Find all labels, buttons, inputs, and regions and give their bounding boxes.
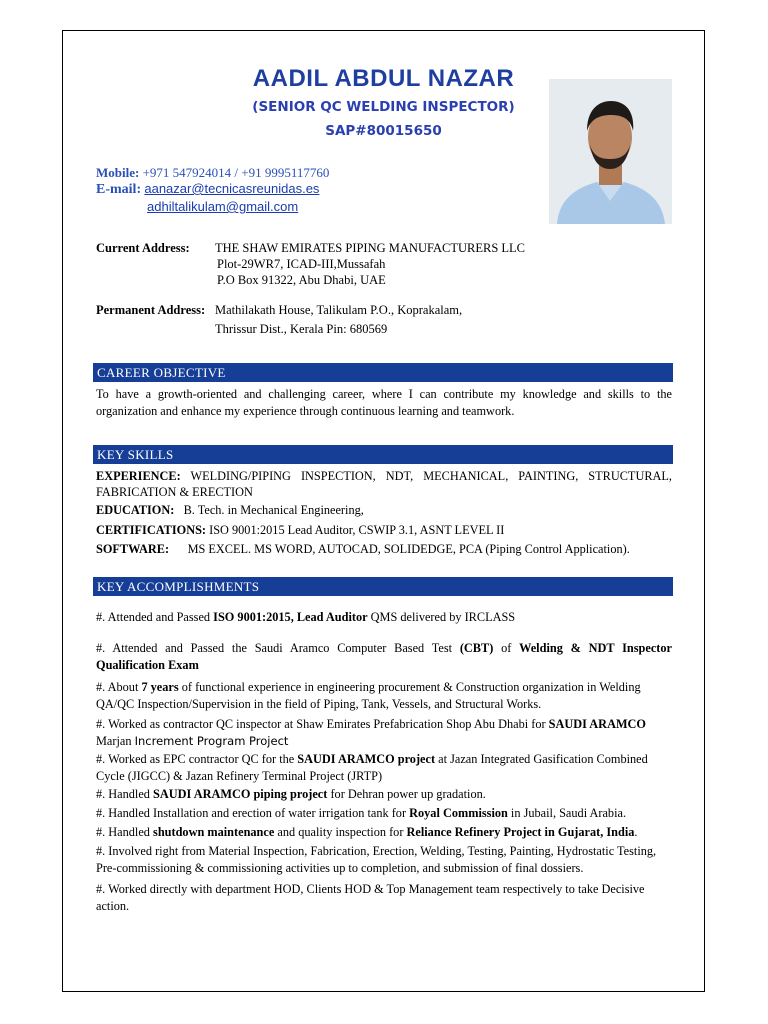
sap-number: SAP#80015650 xyxy=(325,123,442,139)
career-objective-text: To have a growth-oriented and challenging career, where I can contribute my knowledge and skills to the organization and enhance my experience through continuous learning and teamwork. xyxy=(96,387,672,418)
item-text: for Dehran power up gradation. xyxy=(327,787,486,801)
item-text: Increment Program Project xyxy=(134,734,289,748)
experience-label: EXPERIENCE: xyxy=(96,469,181,483)
job-title: (SENIOR QC WELDING INSPECTOR) xyxy=(252,99,515,115)
email-link-personal[interactable]: adhiltalikulam@gmail.com xyxy=(147,199,299,214)
experience-value: WELDING/PIPING INSPECTION, NDT, MECHANICAL, PAINTING, STRUCTURAL, FABRICATION & ERECTION xyxy=(96,469,672,499)
item-text: #. Handled Installation and erection of water irrigation tank for xyxy=(96,806,410,820)
resume-page xyxy=(62,30,705,992)
career-objective-heading: CAREER OBJECTIVE xyxy=(93,363,673,382)
email-line xyxy=(96,181,319,198)
education-value: B. Tech. in Mechanical Engineering, xyxy=(183,503,364,517)
item-highlight: Welding & NDT Inspector Qualification Exam xyxy=(96,641,673,672)
item-text: at Jazan Integrated Gasification Combined Cycle (JIGCC) & Jazan Refinery Terminal Project (JRTP) xyxy=(96,752,648,783)
permanent-address-line-1: Mathilakath House, Talikulam P.O., Koprakalam, xyxy=(215,303,463,317)
item-text: #. Involved right from Material Inspection, Fabrication, Erection, Welding, Testing, Painting, Hydrostatic Testing, Pre-commissioning & commissioning activities up to completion, and submission of final dossiers. xyxy=(96,844,657,875)
accomplishment-item xyxy=(96,751,672,785)
item-text: and quality inspection for xyxy=(274,825,407,839)
accomplishment-item xyxy=(96,824,672,841)
accomplishment-item xyxy=(96,609,672,626)
item-highlight: Royal Commission xyxy=(409,806,508,820)
item-highlight: (CBT) xyxy=(459,641,494,655)
skill-software xyxy=(96,541,672,558)
item-text: #. Attended and Passed xyxy=(96,610,214,624)
item-text: . xyxy=(634,825,638,839)
certifications-value: ISO 9001:2015 Lead Auditor, CSWIP 3.1, ASNT LEVEL II xyxy=(209,523,505,537)
item-text: of functional experience in engineering procurement & Construction organization in Welding QA/QC Inspection/Supervision in the field of Piping, Tank, Vessels, and Structural Works. xyxy=(96,680,641,711)
item-highlight: Reliance Refinery Project in Gujarat, India xyxy=(406,825,635,839)
item-text: #. About xyxy=(96,680,142,694)
skill-education xyxy=(96,502,672,519)
software-value: MS EXCEL. MS WORD, AUTOCAD, SOLIDEDGE, PCA (Piping Control Application). xyxy=(187,542,630,556)
skill-experience xyxy=(96,468,672,500)
email-link-work[interactable]: aanazar@tecnicasreunidas.es xyxy=(144,181,320,196)
accomplishment-item xyxy=(96,805,672,822)
item-highlight: SAUDI ARAMCO project xyxy=(297,752,436,766)
item-highlight: ISO 9001:2015, Lead Auditor xyxy=(213,610,368,624)
item-text: of xyxy=(493,641,520,655)
current-address-line-1: THE SHAW EMIRATES PIPING MANUFACTURERS LLC xyxy=(215,241,526,255)
key-accomplishments-heading: KEY ACCOMPLISHMENTS xyxy=(93,577,673,596)
current-address-label: Current Address: xyxy=(96,241,190,255)
mobile-label: Mobile: xyxy=(96,165,140,180)
item-text: #. Handled xyxy=(96,825,154,839)
accomplishment-item xyxy=(96,786,672,803)
skill-certifications xyxy=(96,522,672,539)
email-label: E-mail: xyxy=(96,182,142,197)
accomplishment-item xyxy=(96,716,672,750)
item-text: #. Worked directly with department HOD, Clients HOD & Top Management team respectively to take Decisive action. xyxy=(96,882,645,913)
permanent-address-line-2: Thrissur Dist., Kerala Pin: 680569 xyxy=(215,322,388,336)
key-skills-heading: KEY SKILLS xyxy=(93,445,673,464)
candidate-name: AADIL ABDUL NAZAR xyxy=(252,65,515,92)
education-label: EDUCATION: xyxy=(96,503,175,517)
permanent-address-label: Permanent Address: xyxy=(96,303,206,317)
mobile-value: +971 547924014 / +91 9995117760 xyxy=(142,165,330,180)
current-address-line-3: P.O Box 91322, Abu Dhabi, UAE xyxy=(217,273,386,287)
item-text: #. Handled xyxy=(96,787,154,801)
item-highlight: SAUDI ARAMCO piping project xyxy=(153,787,328,801)
item-highlight: SAUDI ARAMCO xyxy=(548,717,646,731)
item-highlight: shutdown maintenance xyxy=(153,825,275,839)
mobile-line xyxy=(96,165,329,181)
accomplishment-item xyxy=(96,640,672,674)
accomplishment-item xyxy=(96,881,656,915)
current-address-line-2: Plot-29WR7, ICAD-III,Mussafah xyxy=(217,257,386,271)
item-text: QMS delivered by IRCLASS xyxy=(367,610,516,624)
item-text: #. Attended and Passed the Saudi Aramco Computer Based Test xyxy=(96,641,460,655)
item-highlight: 7 years xyxy=(141,680,179,694)
item-text: in Jubail, Saudi Arabia. xyxy=(507,806,627,820)
item-text: #. Worked as contractor QC inspector at Shaw Emirates Prefabrication Shop Abu Dhabi for xyxy=(96,717,549,731)
item-text: #. Worked as EPC contractor QC for the xyxy=(96,752,298,766)
certifications-label: CERTIFICATIONS: xyxy=(96,523,207,537)
email-line-2 xyxy=(147,198,298,216)
software-label: SOFTWARE: xyxy=(96,542,170,556)
accomplishment-item xyxy=(96,843,672,877)
item-text: Marjan xyxy=(96,734,135,748)
accomplishment-item xyxy=(96,679,672,713)
profile-photo xyxy=(549,79,672,224)
